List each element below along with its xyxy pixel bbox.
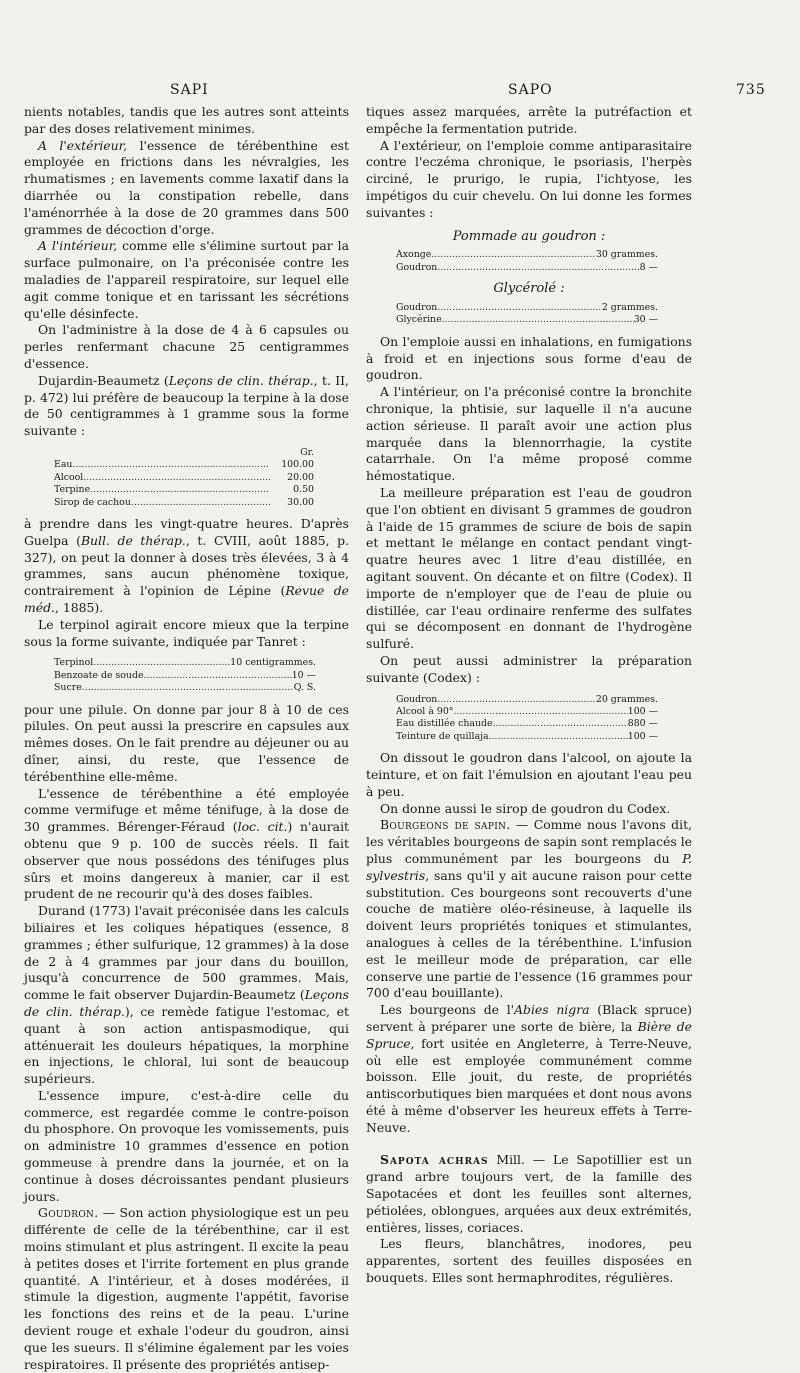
paragraph: A l'intérieur, comme elle s'élimine surtout par la surface pulmonaire, on l'a préconisée contre les maladies de l'appareil respiratoire, sur lequel elle agit comme tonique et en tarissant les sécrétions qu'elle désinfecte. [24,238,349,321]
paragraph: L'essence de térébenthine a été employée comme vermifuge et même ténifuge, à la dose de 30 grammes. Bérenger-Féraud (loc. cit.) n'aurait obtenu que 9 p. 100 de succès réels. Il fait observer que nous possédons des ténifuges plus sûrs et moins dangereux à manier, car il est prudent de ne recourir qu'à des doses faibles. [24,785,350,902]
recipe-unit: Gr. [300,446,314,458]
paragraph-lead: A l'intérieur, [38,238,118,254]
page-number: 735 [736,82,766,98]
recipe-glycerole [396,302,658,327]
formula-heading: Pommade au goudron : [452,228,606,244]
paragraph: Le terpinol agirait encore mieux que la terpine sous la forme suivante, indiquée par Tanret : [24,616,349,649]
paragraph-lead: A l'extérieur, [38,137,128,153]
paragraph-lead: Bourgeons de sapin. [380,817,511,833]
paragraph: On donne aussi le sirop de goudron du Codex. [380,800,671,816]
recipe-row: Sucre ..... Q. S. [54,682,316,694]
recipe-row: Terpinol ..... 10 centigrammes. [54,657,316,669]
recipe-row: Eau ..... 100.00 [54,459,314,471]
paragraph: On l'administre à la dose de 4 à 6 capsules ou perles renfermant chacune 25 centigrammes d'essence. [24,322,349,371]
recipe-terpinol [54,657,316,694]
recipe-row: Alcool ..... 20.00 [54,472,314,484]
paragraph: La meilleure préparation est l'eau de goudron que l'on obtient en divisant 5 grammes de goudron à l'aide de 15 grammes de sciure de bois de sapin et mettant le mélange en contact pendant vingt-quatre heures avec 1 litre d'eau distillée, en agitant souvent. On décante et on filtre (Codex). Il importe de n'employer que de l'eau de pluie ou distillée, car l'eau ordinaire renferme des sulfates qui se décomposent en donnant de l'hydrogène sulfuré. [366,484,692,652]
citation: Leçons de clin. thérap. [24,987,349,1019]
paragraph: pour une pilule. On donne par jour 8 à 10 de ces pilules. On peut aussi la prescrire en capsules aux mêmes doses. On le fait prendre au déjeuner ou au dîner, ainsi, du reste, que l'essence de térébenthine elle-même. [24,701,349,784]
formula-heading: Glycérolé : [493,281,565,297]
citation: Revue de méd. [24,583,349,615]
running-head-left: SAPI [170,82,209,98]
citation: Bull. de thérap. [80,532,186,548]
paragraph: Dujardin-Beaumetz (Leçons de clin. thérap., t. II, p. 472) lui préfère de beaucoup la terpine à la dose de 50 centigrammes à 1 gramme sous la forme suivante : [24,372,349,439]
paragraph-lead: Goudron. [38,1205,99,1221]
paragraph: On l'emploie aussi en inhalations, en fumigations à froid et en injections sous forme d'eau de goudron. [366,333,692,383]
recipe-row: Alcool à 90° ..... 100 — [396,706,658,718]
right-column [366,104,692,1287]
paragraph: A l'extérieur, l'essence de térébenthine est employée en frictions dans les névralgies, les rhumatismes ; en lavements comme laxatif dans la diarrhée ou la constipation rebelle, dans l'aménorrhée à la dose de 20 grammes dans 500 grammes de décoction d'orge. [24,137,349,237]
paragraph: A l'extérieur, on l'emploie comme antiparasitaire contre l'eczéma chronique, le psoriasis, l'herpès circiné, le prurigo, le rupia, l'ichtyose, les impétigos du cuir chevelu. On lui donne les formes suivantes : [366,137,692,220]
recipe-row: Teinture de quillaja ..... 100 — [396,731,658,743]
entry-heading: Sapota achras [380,1152,489,1168]
running-head-center: SAPO [508,82,553,98]
paragraph: nients notables, tandis que les autres sont atteints par des doses relativement minimes. [24,104,349,136]
entry-author: Mill. [488,1152,525,1168]
paragraph: Bourgeons de sapin. — Comme nous l'avons dit, les véritables bourgeons de sapin sont remplacés le plus communément par les bourgeons du P. sylvestris, sans qu'il y ait aucune raison pour cette substitution. Ces bourgeons sont recouverts d'une couche de matière oléo-résineuse, à laquelle ils doivent leurs propriétés toniques et stimulantes, analogues à celles de la térébenthine. L'infusion est le meilleur mode de préparation, car elle conserve une partie de l'essence (16 grammes pour 700 d'eau bouillante). [366,817,692,1001]
recipe-eau-de-goudron [396,694,658,744]
left-column [24,104,349,1373]
paragraph: On peut aussi administrer la préparation suivante (Codex) : [366,652,692,685]
paragraph: tiques assez marquées, arrête la putréfaction et empêche la fermentation putride. [366,104,692,136]
paragraph: On dissout le goudron dans l'alcool, on ajoute la teinture, et on fait l'émulsion en ajoutant l'eau peu à peu. [366,750,692,799]
recipe-row: Benzoate de soude ..... 10 — [54,670,316,682]
recipe-row: Sirop de cachou ..... 30.00 [54,497,314,509]
paragraph: Les bourgeons de l'Abies nigra (Black spruce) servent à préparer une sorte de bière, la Bière de Spruce, fort usitée en Angleterre, à Terre-Neuve, où elle est employée communément comme boisson. Elle jouit, du reste, de propriétés antiscorbutiques bien marquées et dont nous avons été à même d'observer les heureux effets à Terre-Neuve. [366,1002,692,1135]
recipe-row: Eau distillée chaude ..... 880 — [396,718,658,730]
citation: loc. cit. [237,819,288,835]
paragraph: Durand (1773) l'avait préconisée dans les calculs biliaires et les coliques hépatiques (essence, 8 grammes ; éther sulfurique, 12 grammes) à la dose de 2 à 4 grammes par jour dans du bouillon, jusqu'à concurrence de 500 grammes. Mais, comme le fait observer Dujardin-Beaumetz (Leçons de clin. thérap.), ce remède fatigue l'estomac, et quant à son action antispasmodique, qui atténuerait les douleurs hépatiques, la morphine en injections, le chloral, lui sont de beaucoup supérieurs. [24,903,349,1087]
recipe-row: Axonge ..... 30 grammes. [396,249,658,261]
recipe-row: Goudron ..... 8 — [396,262,658,274]
species-name: Abies nigra [514,1002,590,1018]
recipe-row: Terpine ..... 0.50 [54,484,314,496]
recipe-row: Goudron ..... 20 grammes. [396,694,658,706]
species-name: P. sylvestris [366,850,692,883]
entry-paragraph: Sapota achras Mill. — Le Sapotillier est un grand arbre toujours vert, de la famille des Sapotacées et dont les feuilles sont alternes, pétiolées, oblongues, arquées aux deux extrémités, entières, lisses, coriaces. [366,1152,692,1235]
recipe-row: Goudron ..... 2 grammes. [396,302,658,314]
recipe-terpine [54,447,314,509]
paragraph: à prendre dans les vingt-quatre heures. D'après Guelpa (Bull. de thérap., t. CVIII, août 1885, p. 327), on peut la donner à doses très élevées, 3 à 4 grammes, sans aucun phénomène toxique, contrairement à l'opinion de Lépine (Revue de méd., 1885). [24,515,350,615]
paragraph: A l'intérieur, on l'a préconisé contre la bronchite chronique, la phtisie, sur laquelle il n'a aucune action sérieuse. Il paraît avoir une action plus marquée dans la blennorrhagie, la cystite catarrhale. On l'a même proposé comme hémostatique. [366,384,692,484]
recipe-pommade [396,249,658,274]
beer-name: Bière de Spruce [366,1018,692,1051]
recipe-row: Glycérine ..... 30 — [396,314,658,326]
paragraph: Les fleurs, blanchâtres, inodores, peu apparentes, sortent des feuilles disposées en bouquets. Elles sont hermaphrodites, régulières. [366,1236,692,1286]
paragraph: L'essence impure, c'est-à-dire celle du commerce, est regardée comme le contre-poison du phosphore. On provoque les vomissements, puis on administre 10 grammes d'essence en potion gommeuse à prendre dans la journée, et on la continue à doses décroissantes pendant plusieurs jours. [24,1087,349,1204]
citation: Leçons de clin. thérap. [168,372,314,388]
paragraph: Goudron. — Son action physiologique est un peu différente de celle de la térébenthine, car il est moins stimulant et plus astringent. Il excite la peau à petites doses et l'irrite fortement en plus grande quantité. A l'intérieur, et à doses modérées, il stimule la digestion, augmente l'appétit, favorise les fonctions des reins et de la peau. L'urine devient rouge et exhale l'odeur du goudron, ainsi que les sueurs. Il s'élimine également par les voies respiratoires. Il présente des propriétés antisep- [24,1205,349,1372]
